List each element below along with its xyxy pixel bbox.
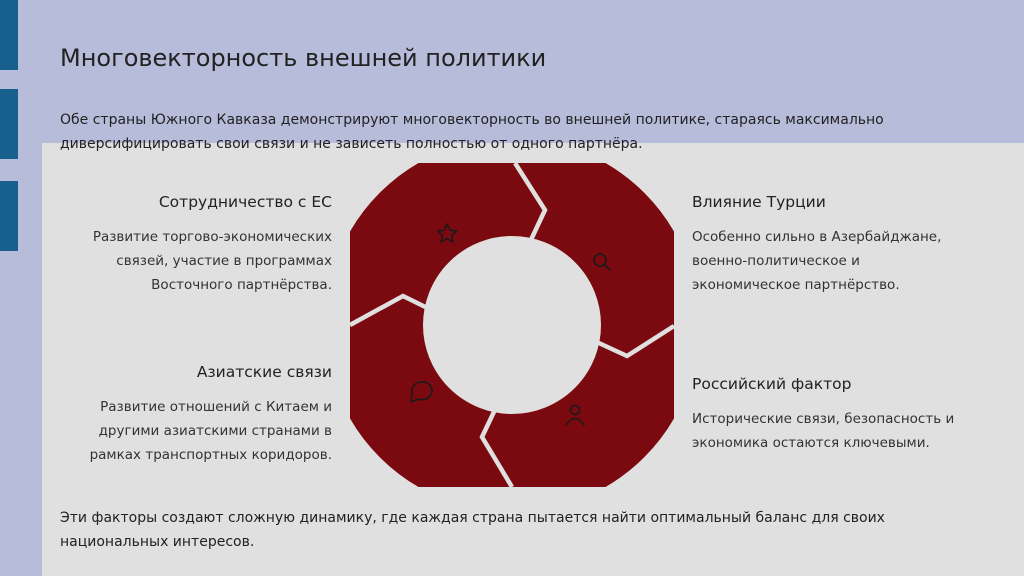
block-turkey-text: Особенно сильно в Азербайджане, военно-политическое и экономическое партнёрство. [692,229,942,293]
block-eu-text: Развитие торгово-экономических связей, участие в программах Восточного партнёрства. [92,229,332,293]
accent-bar-3 [0,181,18,251]
footer-text: Эти факторы создают сложную динамику, где каждая страна пытается найти оптимальный баланс для своих национальных интересов. [60,510,885,550]
block-russia-heading: Российский фактор [692,375,852,393]
block-asia-heading: Азиатские связи [196,363,332,381]
cycle-hole [452,265,572,385]
block-eu-heading: Сотрудничество с ЕС [158,193,332,211]
block-turkey [692,193,962,297]
block-asia-text: Развитие отношений с Китаем и другими азиатскими странами в рамках транспортных коридоров. [89,399,332,463]
block-eu [62,193,332,297]
block-russia [692,375,962,455]
accent-bar-1 [0,0,18,70]
slide-title: Многовекторность внешней политики [60,44,547,72]
block-asia [62,363,332,467]
block-russia-text: Исторические связи, безопасность и экономика остаются ключевыми. [692,411,955,451]
accent-bar-2 [0,89,18,159]
cycle-diagram [350,163,674,487]
intro-text: Обе страны Южного Кавказа демонстрируют многовекторность во внешней политике, стараясь максимально диверсифицировать свои связи и не зависеть полностью от одного партнёра. [60,112,884,152]
block-turkey-heading: Влияние Турции [692,193,826,211]
